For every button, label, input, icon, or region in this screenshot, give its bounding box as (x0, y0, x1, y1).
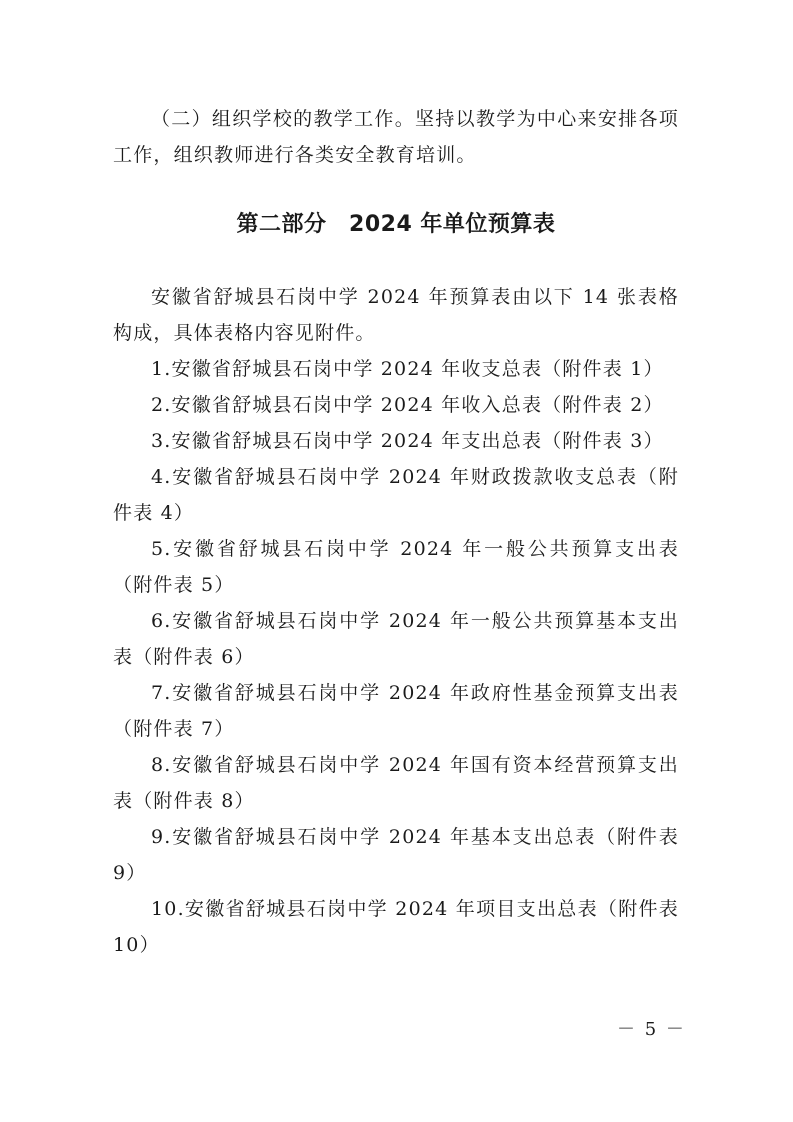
list-item: 3.安徽省舒城县石岗中学 2024 年支出总表（附件表 3） (151, 430, 664, 452)
list-item: 1.安徽省舒城县石岗中学 2024 年收支总表（附件表 1） (151, 358, 664, 380)
list-item: 7.安徽省舒城县石岗中学 2024 年政府性基金预算支出表（附件表 7） (113, 682, 679, 740)
paragraph-intro: 安徽省舒城县石岗中学 2024 年预算表由以下 14 张表格构成，具体表格内容见附件。 (113, 286, 679, 344)
page-content (113, 101, 679, 963)
page-number: － 5 － (617, 1019, 686, 1040)
list-item: 9.安徽省舒城县石岗中学 2024 年基本支出总表（附件表 9） (113, 826, 679, 884)
list-item: 2.安徽省舒城县石岗中学 2024 年收入总表（附件表 2） (151, 394, 664, 416)
section-title: 第二部分 2024 年单位预算表 (236, 212, 556, 237)
list-item: 5.安徽省舒城县石岗中学 2024 年一般公共预算支出表（附件表 5） (113, 538, 679, 596)
list-item: 8.安徽省舒城县石岗中学 2024 年国有资本经营预算支出表（附件表 8） (113, 754, 679, 812)
paragraph-teaching-work: （二）组织学校的教学工作。坚持以教学为中心来安排各项工作，组织教师进行各类安全教育培训。 (113, 108, 679, 166)
list-item: 10.安徽省舒城县石岗中学 2024 年项目支出总表（附件表 10） (113, 898, 679, 956)
list-item: 6.安徽省舒城县石岗中学 2024 年一般公共预算基本支出表（附件表 6） (113, 610, 679, 668)
list-item: 4.安徽省舒城县石岗中学 2024 年财政拨款收支总表（附件表 4） (113, 466, 679, 524)
